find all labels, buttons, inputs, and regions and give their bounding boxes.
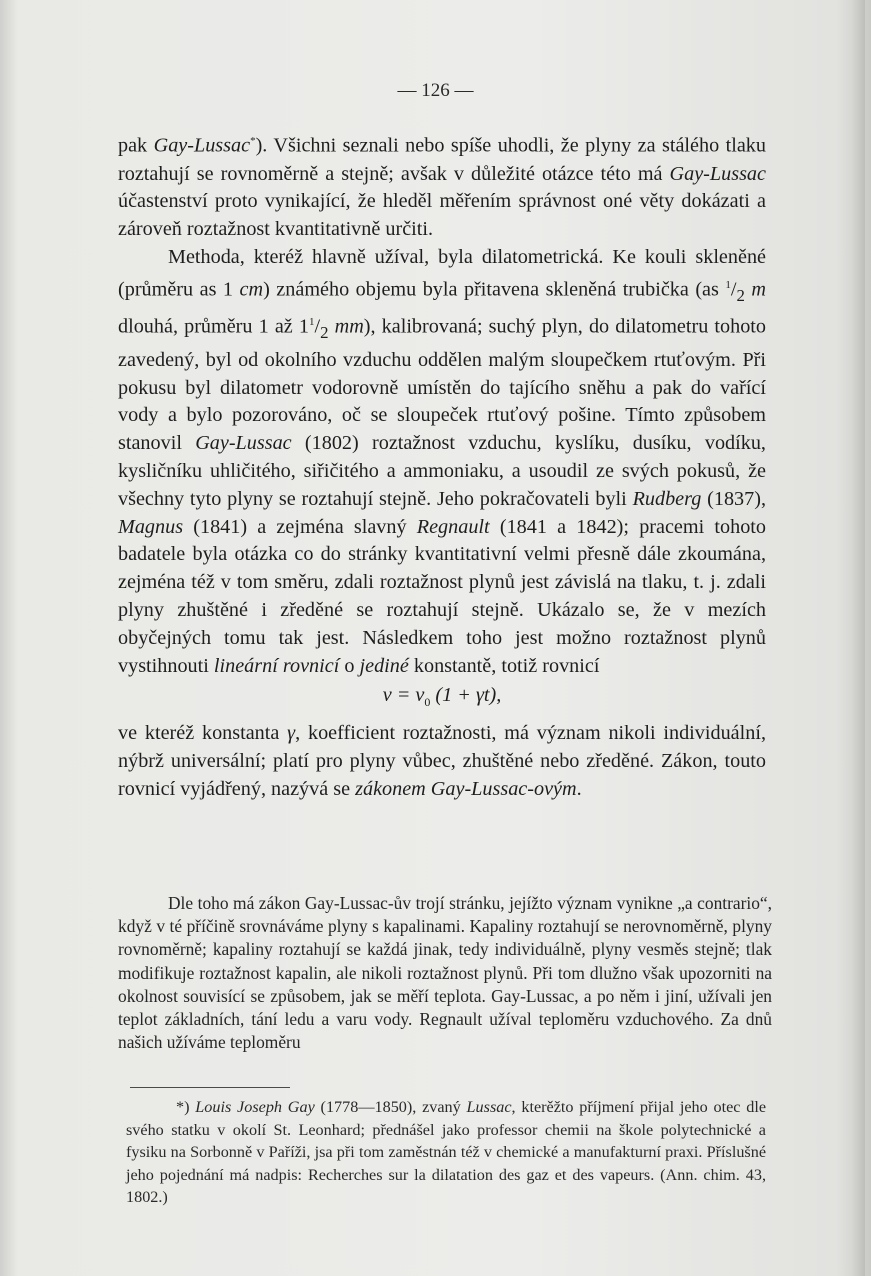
paragraph-3: ve kteréž konstanta γ, koefficient roztažnosti, má význam nikoli individuální, nýbrž universální; platí pro plyny vůbec, zhuštěné nebo zředěné. Zákon, touto rovnicí vyjádřený, nazývá se zákonem Gay-Lussac-ovým. [118,722,766,800]
paragraph-2: Methoda, kteréž hlavně užíval, byla dilatometrická. Ke kouli skleněné (průměru as 1 cm) známého objemu byla přitavena skleněná trubička (as $^1/_2$ m dlouhá, průměru 1 až $1^1/_2$ mm), kalibrovaná; suchý plyn, do dilatometru tohoto zavedený, byl od okolního vzduchu oddělen malým sloupečkem rtuťovým. Při pokusu byl dilatometr vodorovně umístěn do tajícího sněhu a pak do vařící vody a bylo pozorováno, oč se sloupeček rtuťový pošine. Tímto způsobem stanovil Gay-Lussac (1802) roztažnost vzduchu, kyslíku, dusíku, vodíku, kysličníku uhličitého, siřičitého a ammoniaku, a usoudil ze svých pokusů, že všechny tyto plyny se roztahují stejně. Jeho pokračovateli byli Rudberg (1837), Magnus (1841) a zejména slavný Regnault (1841 a 1842); pracemi tohoto badatele byla otázka co do stránky kvantitativní velmi přesně dále zkoumána, zejména též v tom směru, zdali roztažnost plynů jest závislá na tlaku, t. j. zdali plyny zhuštěné i zředěné se roztahují stejně. Ukázalo se, že v mezích obyčejných tomu tak jest. Následkem toho jest možno roztažnost plynů vystihnouti lineární rovnicí o jediné konstantě, totiž rovnicí [118,245,767,677]
footnote-ref: * [250,135,256,147]
unit: m [751,278,766,301]
person-name: Gay-Lussac [669,162,766,185]
emphasis: lineární rovnicí [213,654,340,677]
person-name: Gay-Lussac [153,134,251,157]
paragraph-1: pak Gay-Lussac*). Všichni seznali nebo spíše uhodli, že plyny za stálého tlaku roztahují se rovnoměrně a stejně; avšak v důležité otázce této má Gay-Lussac účastenství proto vynikající, že hleděl měřením správnost oné věty dokázati a zároveň roztažnost kvantitativně určiti. [118,134,766,241]
person-name: Magnus [118,515,184,538]
person-name: Rudberg [632,487,702,510]
page-number: — 126 — [397,80,474,101]
main-text [118,128,766,804]
symbol: γ [287,722,296,745]
person-name: Lussac [466,1098,512,1116]
page-edge-shadow [851,0,865,1276]
footnote-divider [130,1087,290,1088]
equation: $v = v_0$ (1 + γt), [382,684,502,710]
person-name: Louis Joseph Gay [195,1098,315,1116]
unit: mm [334,316,364,339]
person-name: Regnault [416,515,490,538]
small-print-note: Dle toho má zákon Gay-Lussac-ův trojí stránku, jejížto význam vyniknе „a contrario“, když v té příčině srovnáváme plyny s kapalinami. Kapaliny roztahují se nerovnoměrně, plyny rovnoměrně; kapaliny roztahují se každá jinak, tedy individuálně, plyny vesměs stejně; tlak modifikuje roztažnost kapalin, ale nikoli roztažnost plynů. Při tom dlužno však upozorniti na okolnost souvisící se způsobem, jak se měří teplota. Gay-Lussac, a po něm i jiní, užívali jen teplot základních, tání ledu a varu vody. Regnault užíval teploměru vzduchového. Za dnů našich užíváme teploměru [118,893,772,1053]
unit: cm [239,278,264,301]
footnote: *) Louis Joseph Gay (1778—1850), zvaný Lussac, kterěžto příjmení přijal jeho otec dle svého statku v okolí St. Leonhard; přednášel jako professor chemii na škole polytechnické a fysiku na Sorbonně v Paříži, jsa při tom zaměstnán též v chemické a manufakturní praxi. Příslušné jeho pojednání má nadpis: Recherches sur la dilatation des gaz et des vapeurs. (Ann. chim. 43, 1802.) [126,1098,767,1207]
person-name: Gay-Lussac [195,432,292,455]
emphasis: zákonem Gay-Lussac-ovým [355,777,577,800]
emphasis: jediné [359,654,409,677]
